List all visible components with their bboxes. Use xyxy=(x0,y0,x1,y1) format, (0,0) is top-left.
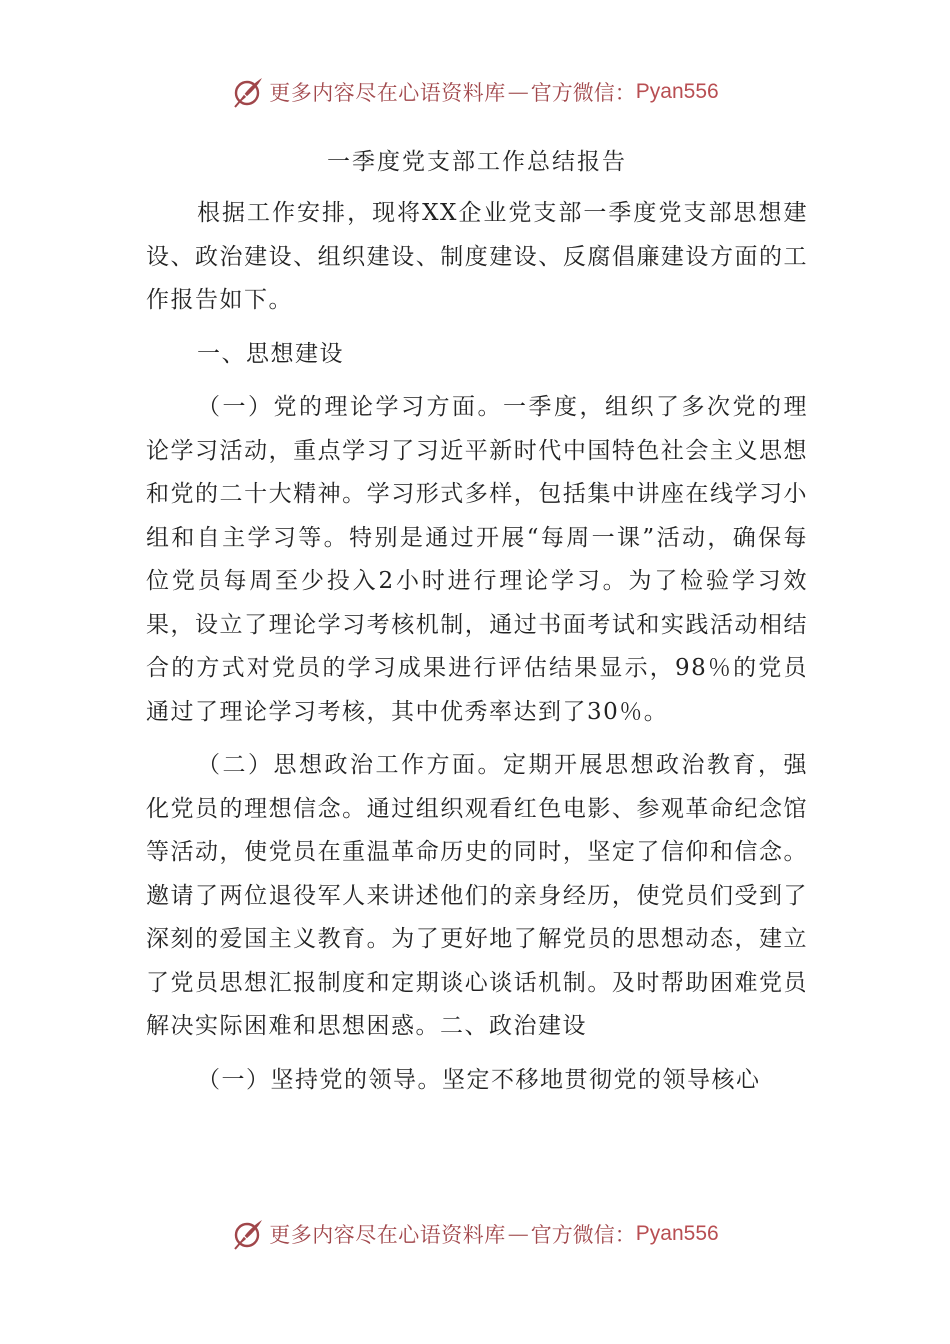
watermark-wechat-label: 官方微信： xyxy=(530,1223,636,1247)
quill-pen-circle-icon xyxy=(231,75,265,109)
watermark-wechat-id: Pyan556 xyxy=(635,1222,719,1245)
watermark-separator: — xyxy=(507,80,529,104)
paragraph-party-leadership: （一）坚持党的领导。坚定不移地贯彻党的领导核心 xyxy=(197,1066,761,1093)
paragraph-theory-study: （一）党的理论学习方面。一季度，组织了多次党的理论学习活动，重点学习了习近平新时代中国特色社会主义思想和党的二十大精神。学习形式多样，包括集中讲座在线学习小组和自主学习等。特别是通过开展“每周一课”活动，确保每位党员每周至少投入2小时进行理论学习。为了检验学习效果，设立了理论学习考核机制，通过书面考试和实践活动相结合的方式对党员的学习成果进行评估结果显示，98％的党员通过了理论学习考核，其中优秀率达到了30％。 xyxy=(146,394,808,725)
paragraph-political-work: （二）思想政治工作方面。定期开展思想政治教育，强化党员的理想信念。通过组织观看红色电影、参观革命纪念馆等活动，使党员在重温革命历史的同时，坚定了信仰和信念。邀请了两位退役军人来讲述他们的亲身经历，使党员们受到了深刻的爱国主义教育。为了更好地了解党员的思想动态，建立了党员思想汇报制度和定期谈心谈话机制。及时帮助困难党员解决实际困难和思想困惑。二、政治建设 xyxy=(146,752,808,1039)
watermark-banner-bottom xyxy=(0,1214,950,1254)
watermark-brand: 更多内容尽在心语资料库 xyxy=(269,1223,506,1247)
quill-pen-circle-icon xyxy=(231,1217,265,1251)
watermark-wechat-id: Pyan556 xyxy=(635,80,719,103)
watermark-brand: 更多内容尽在心语资料库 xyxy=(269,81,506,105)
intro-paragraph: 根据工作安排，现将XX企业党支部一季度党支部思想建设、政治建设、组织建设、制度建设、反腐倡廉建设方面的工作报告如下。 xyxy=(146,200,808,313)
watermark-wechat-label: 官方微信： xyxy=(530,81,636,105)
document-title: 一季度党支部工作总结报告 xyxy=(327,149,627,175)
watermark-separator: — xyxy=(507,1222,529,1246)
section-heading-ideology: 一、思想建设 xyxy=(197,340,344,367)
document-body xyxy=(146,140,808,1102)
watermark-banner-top xyxy=(0,72,950,112)
